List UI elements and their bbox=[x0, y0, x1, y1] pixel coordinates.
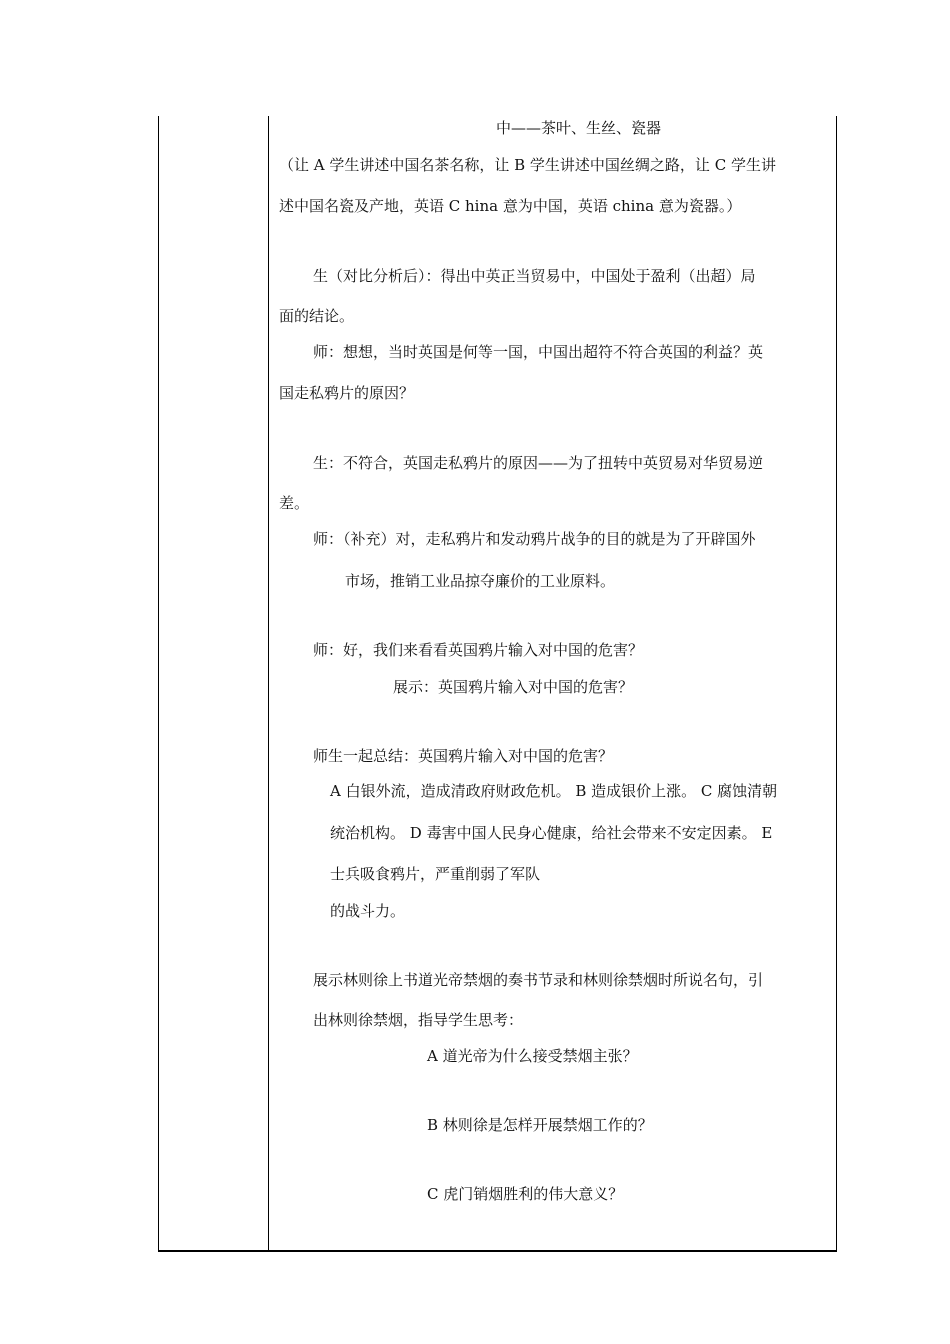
text-line-harm-list-2: 统治机构。 D 毒害中国人民身心健康，给社会带来不安定因素。 E bbox=[330, 824, 773, 842]
text-line-harm-list-1: A 白银外流，造成清政府财政危机。 B 造成银价上涨。 C 腐蚀清朝 bbox=[330, 782, 778, 800]
text-line-student-conclusion-1: 生（对比分析后）：得出中英正当贸易中，中国处于盈利（出超）局 bbox=[313, 267, 756, 285]
text-line-show-harm: 展示：英国鸦片输入对中国的危害？ bbox=[393, 678, 634, 696]
table-column-divider bbox=[268, 116, 269, 1251]
text-line-teacher-harm-question: 师：好，我们来看看英国鸦片输入对中国的危害？ bbox=[313, 641, 644, 659]
text-line-question-c: C 虎门销烟胜利的伟大意义？ bbox=[427, 1185, 624, 1203]
text-line-student-answer-2: 差。 bbox=[279, 494, 310, 512]
text-line-teacher-question-1: 师：想想，当时英国是何等一国，中国出超符不符合英国的利益？英 bbox=[313, 343, 764, 361]
text-line-lin-zexu-2: 出林则徐禁烟，指导学生思考： bbox=[313, 1011, 524, 1029]
text-line-question-b: B 林则徐是怎样开展禁烟工作的？ bbox=[427, 1116, 653, 1134]
text-line-harm-list-4: 的战斗力。 bbox=[330, 902, 406, 920]
text-line-teacher-supplement-2: 市场，推销工业品掠夺廉价的工业原料。 bbox=[345, 572, 616, 590]
text-line-student-conclusion-2: 面的结论。 bbox=[279, 307, 355, 325]
text-line-question-a: A 道光帝为什么接受禁烟主张？ bbox=[427, 1047, 638, 1065]
text-line-student-answer-1: 生：不符合，英国走私鸦片的原因——为了扭转中英贸易对华贸易逆 bbox=[313, 454, 764, 472]
text-line-summary-title: 师生一起总结：英国鸦片输入对中国的危害？ bbox=[313, 747, 614, 765]
text-line-teacher-question-2: 国走私鸦片的原因？ bbox=[279, 384, 415, 402]
text-line-student-task-2: 述中国名瓷及产地，英语 C hina 意为中国，英语 china 意为瓷器。） bbox=[279, 197, 742, 215]
text-line-harm-list-3: 士兵吸食鸦片，严重削弱了军队 bbox=[330, 865, 541, 883]
text-line-teacher-supplement-1: 师：（补充）对，走私鸦片和发动鸦片战争的目的就是为了开辟国外 bbox=[313, 530, 756, 548]
text-line-student-task-1: （让 A 学生讲述中国名茶名称，让 B 学生讲述中国丝绸之路，让 C 学生讲 bbox=[279, 156, 776, 174]
text-line-trade-goods: 中——茶叶、生丝、瓷器 bbox=[496, 119, 662, 137]
text-line-lin-zexu-1: 展示林则徐上书道光帝禁烟的奏书节录和林则徐禁烟时所说名句，引 bbox=[313, 971, 764, 989]
